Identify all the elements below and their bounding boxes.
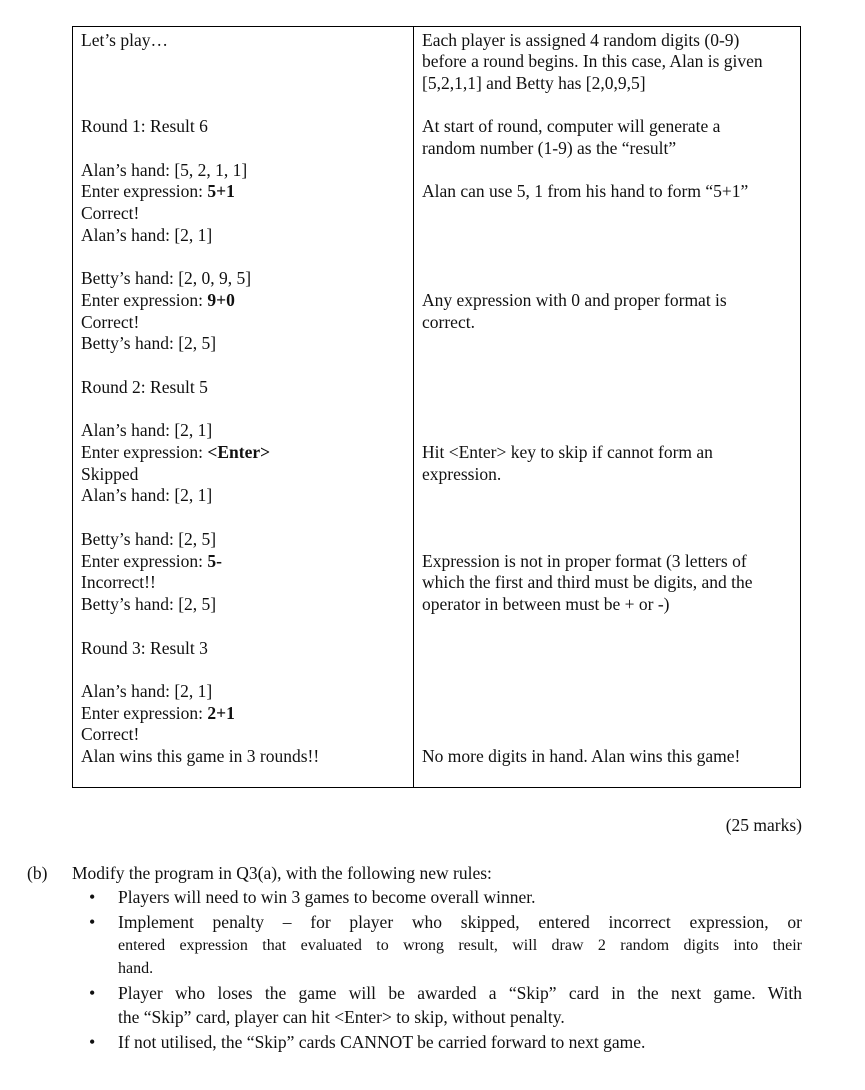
rule-item-line: entered expression that evaluated to wrong result, will draw 2 random digits into their [118, 937, 802, 954]
marks-label: (25 marks) [725, 815, 802, 835]
transcript-line: Alan’s hand: [2, 1] [81, 420, 213, 440]
explanation-line: At start of round, computer will generate a [422, 116, 721, 136]
transcript-line: Incorrect!! [81, 572, 156, 592]
explanation-line: Alan can use 5, 1 from his hand to form “5+1” [422, 181, 749, 201]
bullet-dot: • [89, 1032, 96, 1052]
bullet-dot: • [89, 912, 96, 932]
explanation-line: Any expression with 0 and proper format is [422, 290, 727, 310]
explanation-line: before a round begins. In this case, Alan is given [422, 51, 763, 71]
transcript-line: Betty’s hand: [2, 5] [81, 594, 217, 614]
expression-line: Enter expression: 2+1 [81, 703, 235, 723]
expression-line: Enter expression: 9+0 [81, 290, 235, 310]
transcript-line: Alan’s hand: [5, 2, 1, 1] [81, 160, 248, 180]
part-intro: Modify the program in Q3(a), with the following new rules: [72, 863, 492, 883]
explanation-line: Each player is assigned 4 random digits (0-9) [422, 30, 740, 50]
explanation-line: expression. [422, 464, 502, 484]
expression-line: Enter expression: <Enter> [81, 442, 271, 462]
example-table [72, 26, 801, 788]
transcript-line: Alan’s hand: [2, 1] [81, 681, 213, 701]
bullet-dot: • [89, 983, 96, 1003]
round-header: Round 3: Result 3 [81, 638, 208, 658]
transcript-line: Alan wins this game in 3 rounds!! [81, 746, 320, 766]
transcript-line: Alan’s hand: [2, 1] [81, 485, 213, 505]
explanation-line: random number (1-9) as the “result” [422, 138, 677, 158]
explanation-line: [5,2,1,1] and Betty has [2,0,9,5] [422, 73, 646, 93]
explanation-line: which the first and third must be digits, and the [422, 572, 753, 592]
explanation-line: correct. [422, 312, 475, 332]
rule-item-line: hand. [118, 960, 154, 977]
expression-line: Enter expression: 5- [81, 551, 222, 571]
transcript-line: Skipped [81, 464, 139, 484]
explanation-line: Hit <Enter> key to skip if cannot form an [422, 442, 713, 462]
rule-item: Players will need to win 3 games to become overall winner. [118, 887, 536, 907]
expression-line: Enter expression: 5+1 [81, 181, 235, 201]
transcript-line: Correct! [81, 312, 140, 332]
column-divider [413, 27, 414, 787]
round-header: Round 1: Result 6 [81, 116, 208, 136]
rule-item-line: the “Skip” card, player can hit <Enter> to skip, without penalty. [118, 1007, 565, 1027]
transcript-line: Let’s play… [81, 30, 168, 50]
transcript-line: Betty’s hand: [2, 0, 9, 5] [81, 268, 252, 288]
rule-item-line: Implement penalty – for player who skipped, entered incorrect expression, or [118, 912, 802, 932]
explanation-line: operator in between must be + or -) [422, 594, 670, 614]
rule-item-line: Player who loses the game will be awarded a “Skip” card in the next game. With [118, 983, 802, 1003]
transcript-line: Correct! [81, 203, 140, 223]
bullet-dot: • [89, 887, 96, 907]
round-header: Round 2: Result 5 [81, 377, 208, 397]
part-label: (b) [27, 863, 48, 883]
explanation-line: No more digits in hand. Alan wins this game! [422, 746, 741, 766]
transcript-line: Correct! [81, 724, 140, 744]
transcript-line: Betty’s hand: [2, 5] [81, 333, 217, 353]
transcript-line: Alan’s hand: [2, 1] [81, 225, 213, 245]
explanation-line: Expression is not in proper format (3 letters of [422, 551, 747, 571]
rule-item: If not utilised, the “Skip” cards CANNOT be carried forward to next game. [118, 1032, 646, 1052]
transcript-line: Betty’s hand: [2, 5] [81, 529, 217, 549]
